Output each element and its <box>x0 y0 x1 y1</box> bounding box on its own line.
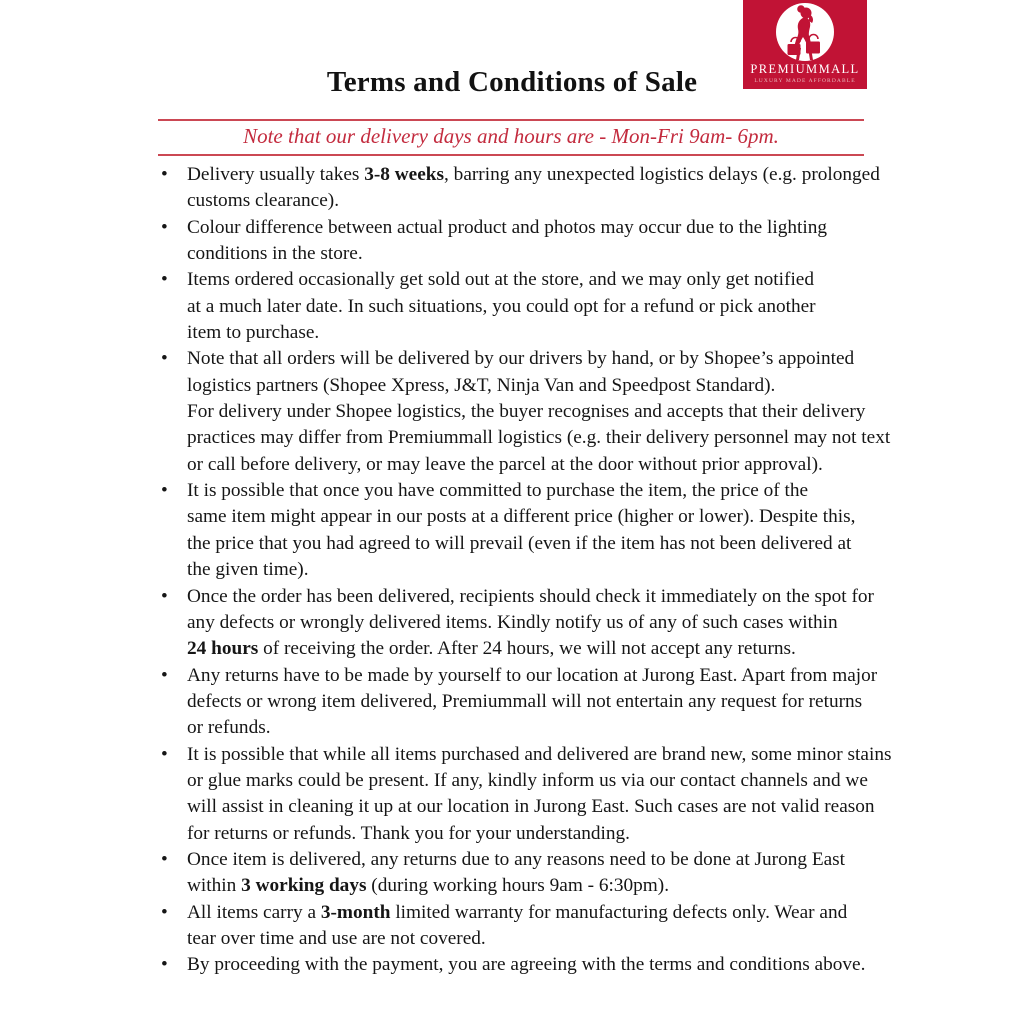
list-item-text: Once the order has been delivered, recipients should check it immediately on the spot for any defects or wrongly delivered items. Kindly notify us of any of such cases within 24 hours of receiving the order. After 24 hours, we will not accept any returns. <box>187 585 874 660</box>
list-item <box>161 900 951 953</box>
list-item-text: Note that all orders will be delivered by our drivers by hand, or by Shopee’s appointed logistics partners (Shopee Xpress, J&T, Ninja Van and Speedpost Standard). For delivery under Shopee logistics, the buyer recognises and accepts that their delivery practices may differ from Premiummall logistics (e.g. their delivery personnel may not text or call before delivery, or may leave the parcel at the door without prior approval). <box>187 348 891 475</box>
list-item-text: It is possible that while all items purchased and delivered are brand new, some minor stains or glue marks could be present. If any, kindly inform us via our contact channels and we will assist in cleaning it up at our location in Jurong East. Such cases are not valid reason for returns or refunds. Thank you for your understanding. <box>187 743 892 844</box>
delivery-notice-band <box>158 119 864 156</box>
logo-tagline-text: LUXURY MADE AFFORDABLE <box>754 78 856 84</box>
bullet-icon: • <box>161 848 168 870</box>
list-item <box>161 584 951 663</box>
list-item-text: Any returns have to be made by yourself to our location at Jurong East. Apart from major defects or wrong item delivered, Premiummall will not entertain any request for returns or refunds. <box>187 664 878 739</box>
delivery-notice-text: Note that our delivery days and hours are - Mon-Fri 9am- 6pm. <box>243 124 779 148</box>
list-item <box>161 478 951 583</box>
bullet-icon: • <box>161 664 168 686</box>
bullet-icon: • <box>161 216 168 238</box>
bullet-icon: • <box>161 269 168 291</box>
bullet-icon: • <box>161 901 168 923</box>
page-title: Terms and Conditions of Sale <box>326 66 698 98</box>
list-item-text: Items ordered occasionally get sold out at the store, and we may only get notified at a much later date. In such situations, you could opt for a refund or pick another item to purchase. <box>187 269 816 344</box>
list-item-text: By proceeding with the payment, you are agreeing with the terms and conditions above. <box>187 954 866 976</box>
bullet-icon: • <box>161 480 168 502</box>
list-item-text: Once item is delivered, any returns due to any reasons need to be done at Jurong East within 3 working days (during working hours 9am - 6:30pm). <box>187 848 846 897</box>
terms-list <box>161 162 951 979</box>
bullet-icon: • <box>161 585 168 607</box>
list-item <box>161 215 951 268</box>
logo-name-text: PREMIUMMALL <box>750 62 860 76</box>
list-item-text: Colour difference between actual product and photos may occur due to the lighting conditions in the store. <box>187 216 828 265</box>
list-item-text: All items carry a 3-month limited warranty for manufacturing defects only. Wear and tear over time and use are not covered. <box>187 901 848 949</box>
list-item <box>161 346 951 478</box>
list-item-text: It is possible that once you have committed to purchase the item, the price of the same item might appear in our posts at a different price (higher or lower). Despite this, the price that you had agreed to will prevail (even if the item has not been delivered at the given time). <box>187 480 856 581</box>
list-item <box>161 952 951 978</box>
list-item <box>161 663 951 742</box>
list-item-text: Delivery usually takes 3-8 weeks, barring any unexpected logistics delays (e.g. prolonged customs clearance). <box>187 164 880 212</box>
list-item <box>161 267 951 346</box>
bullet-icon: • <box>161 164 168 185</box>
bullet-icon: • <box>161 348 168 370</box>
bullet-icon: • <box>161 954 168 976</box>
list-item <box>161 162 951 215</box>
bullet-icon: • <box>161 743 168 765</box>
list-item <box>161 847 951 900</box>
list-item <box>161 742 951 847</box>
